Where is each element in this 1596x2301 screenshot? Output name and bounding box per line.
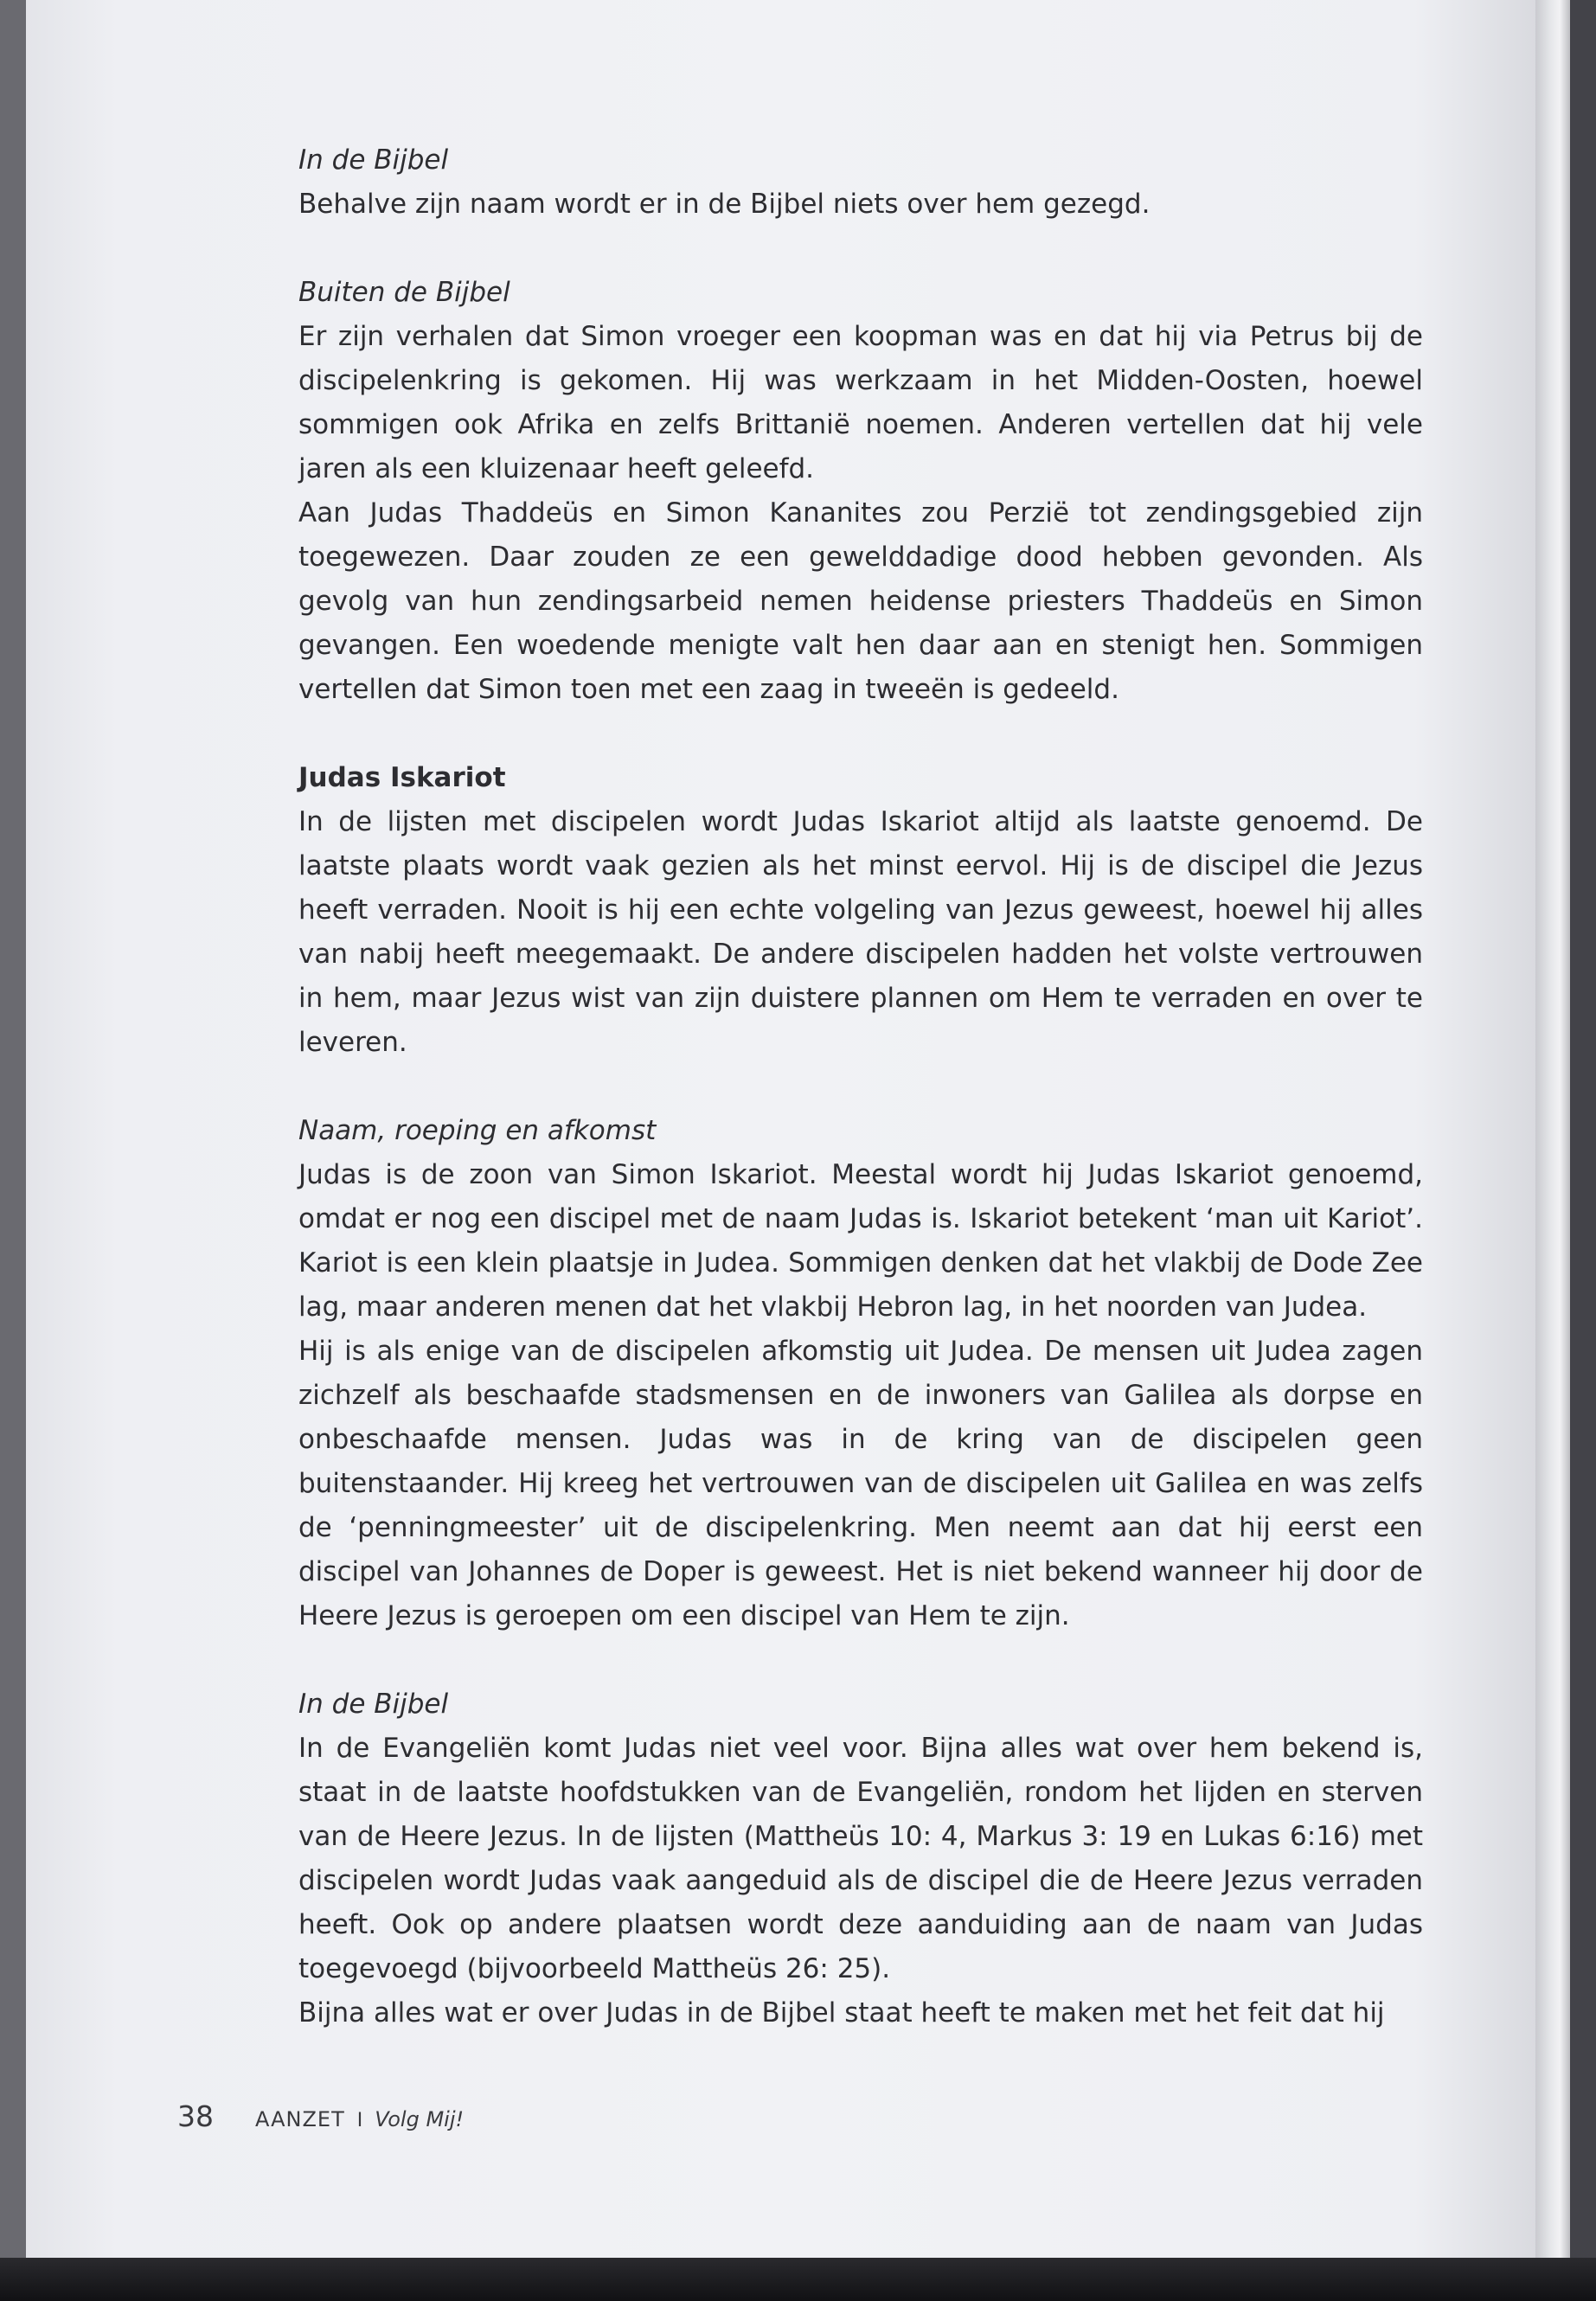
- section-naam-roeping-afkomst: [298, 1109, 1423, 1638]
- paragraph: Aan Judas Thaddeüs en Simon Kananites zou Perzië tot zendingsgebied zijn toegewezen. Daar zouden ze een gewelddadige dood hebben gevonden. Als gevolg van hun zendingsarbeid nemen heidense priesters Thaddeüs en Simon gevangen. Een woedende menigte valt hen daar aan en stenigt hen. Sommigen vertellen dat Simon toen met een zaag in tweeën is gedeeld.: [298, 497, 1423, 705]
- publication-name: AANZET: [255, 2107, 345, 2131]
- scan-background-right: [1570, 0, 1596, 2301]
- paragraph: Hij is als enige van de discipelen afkomstig uit Judea. De mensen uit Judea zagen zichzelf als beschaafde stadsmensen en de inwoners van Galilea als dorpse en onbeschaafde mensen. Judas was in de kring van de discipelen geen buitenstaander. Hij kreeg het vertrouwen van de discipelen uit Galilea en was zelfs de ‘penningmeester’ uit de discipelenkring. Men neemt aan dat hij eerst een discipel van Johannes de Doper is geweest. Het is niet bekend wanneer hij door de Heere Jezus is geroepen om een discipel van Hem te zijn.: [298, 1336, 1423, 1631]
- page-edge: [1535, 0, 1570, 2258]
- scan-background-bottom: [0, 2258, 1596, 2301]
- page-footer: [177, 2099, 464, 2133]
- section-heading: Judas Iskariot: [298, 762, 506, 793]
- paragraph: In de Evangeliën komt Judas niet veel voor. Bijna alles wat over hem bekend is, staat in de laatste hoofdstukken van de Evangeliën, rondom het lijden en sterven van de Heere Jezus. In de lijsten (Mattheüs 10: 4, Markus 3: 19 en Lukas 6:16) met discipelen wordt Judas vaak aangeduid als de discipel die de Heere Jezus verraden heeft. Ook op andere plaatsen wordt deze aanduiding aan de naam van Judas toegevoegd (bijvoorbeeld Mattheüs 26: 25).: [298, 1733, 1423, 1984]
- paragraph: Judas is de zoon van Simon Iskariot. Meestal wordt hij Judas Iskariot genoemd, omdat er nog een discipel met de naam Judas is. Iskariot betekent ‘man uit Kariot’. Kariot is een klein plaatsje in Judea. Sommigen denken dat het vlakbij de Dode Zee lag, maar anderen menen dat het vlakbij Hebron lag, in het noorden van Judea.: [298, 1159, 1423, 1323]
- paragraph: Er zijn verhalen dat Simon vroeger een koopman was en dat hij via Petrus bij de discipelenkring is gekomen. Hij was werkzaam in het Midden-Oosten, hoewel sommigen ook Afrika en zelfs Brittanië noemen. Anderen vertellen dat hij vele jaren als een kluizenaar heeft geleefd.: [298, 321, 1423, 484]
- subheading: In de Bijbel: [298, 1689, 449, 1720]
- paragraph: Bijna alles wat er over Judas in de Bijbel staat heeft te maken met het feit dat hij: [298, 1997, 1385, 2029]
- body-text: [298, 138, 1423, 2080]
- paragraph: Behalve zijn naam wordt er in de Bijbel niets over hem gezegd.: [298, 189, 1151, 220]
- book-title: Volg Mij!: [375, 2107, 465, 2131]
- subheading: In de Bijbel: [298, 144, 449, 176]
- subheading: Naam, roeping en afkomst: [298, 1115, 657, 1146]
- footer-separator: I: [356, 2110, 363, 2131]
- section-judas-iskariot: [298, 756, 1423, 1065]
- page-number: 38: [177, 2099, 214, 2133]
- subheading: Buiten de Bijbel: [298, 277, 510, 308]
- paragraph: In de lijsten met discipelen wordt Judas Iskariot altijd als laatste genoemd. De laatste plaats wordt vaak gezien als het minst eervol. Hij is de discipel die Jezus heeft verraden. Nooit is hij een echte volgeling van Jezus geweest, hoewel hij alles van nabij heeft meegemaakt. De andere discipelen hadden het volste vertrouwen in hem, maar Jezus wist van zijn duistere plannen om Hem te verraden en over te leveren.: [298, 806, 1423, 1058]
- section-in-de-bijbel-judas: [298, 1682, 1423, 2035]
- section-buiten-de-bijbel: [298, 271, 1423, 712]
- section-in-de-bijbel-simon: [298, 138, 1423, 227]
